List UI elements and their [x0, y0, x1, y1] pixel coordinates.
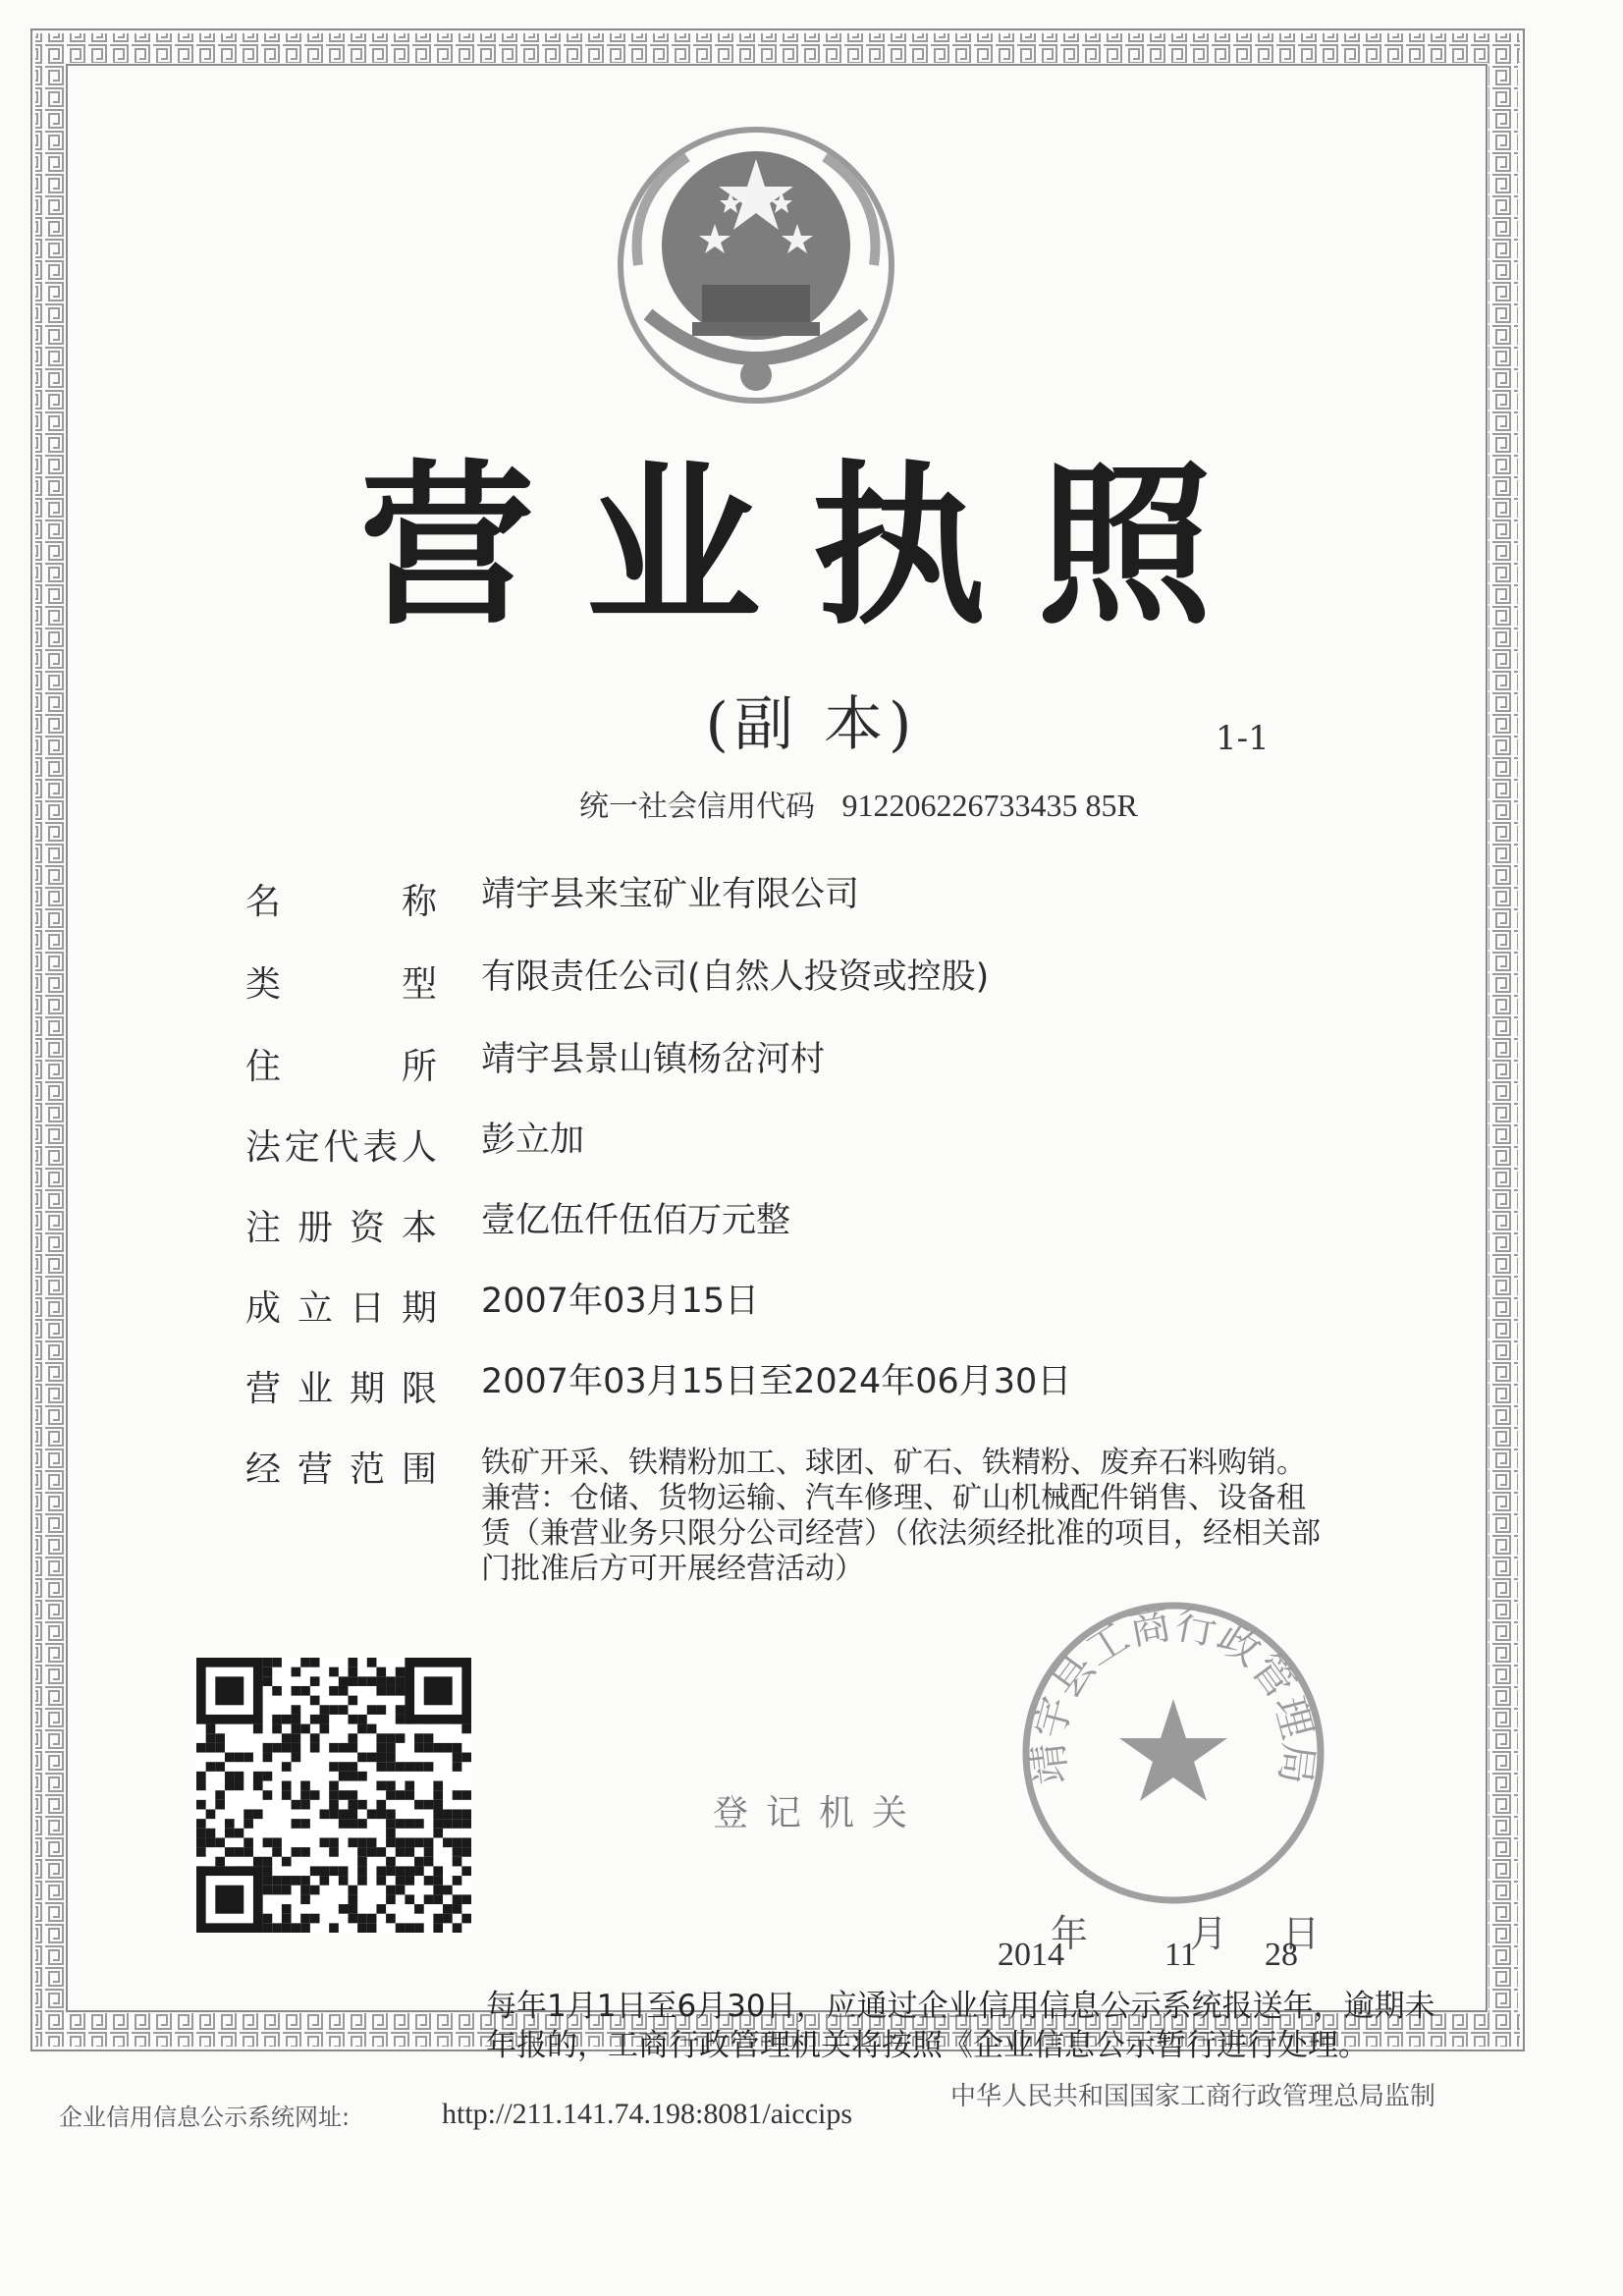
day-label: 日 [1282, 1912, 1321, 1955]
issue-day: 28 [1265, 1937, 1298, 1973]
field-label: 法 定 代 表 人 [245, 1127, 437, 1168]
field-label: 类 型 [245, 964, 437, 1005]
field-value: 彭立加 [481, 1121, 585, 1160]
field-label: 经 营 范 围 [245, 1449, 437, 1490]
issue-month: 11 [1164, 1937, 1197, 1973]
footer-system-url: http://211.141.74.198:8081/aiccips [442, 2098, 853, 2130]
footer-system-label: 企业信用信息公示系统网址: [59, 2104, 351, 2131]
field-value: 2007年03月15日 [481, 1282, 760, 1321]
credit-code-label: 统一社会信用代码 [579, 790, 815, 824]
seal-text: 靖宇县工商行政管理局 [1023, 1599, 1324, 1787]
field-label: 注 册 资 本 [245, 1208, 437, 1248]
issue-year: 2014 [998, 1937, 1064, 1973]
year-label: 年 [1051, 1912, 1089, 1955]
field-value: 靖宇县来宝矿业有限公司 [481, 875, 860, 914]
field-label: 名 称 [245, 882, 437, 922]
month-label: 月 [1190, 1912, 1228, 1955]
field-label: 成 立 日 期 [245, 1288, 437, 1329]
field-value: 2007年03月15日至2024年06月30日 [481, 1362, 1072, 1401]
official-seal-stamp [1011, 1591, 1335, 1915]
qr-code-icon [196, 1658, 471, 1933]
field-value: 有限责任公司(自然人投资或控股) [481, 957, 990, 997]
field-value: 靖宇县景山镇杨岔河村 [481, 1040, 826, 1079]
national-emblem-icon [609, 118, 903, 412]
field-value: 壹亿伍仟伍佰万元整 [481, 1201, 791, 1240]
field-label: 住 所 [245, 1047, 437, 1087]
copy-number: 1-1 [1216, 719, 1270, 758]
field-label: 营 业 期 限 [245, 1369, 437, 1409]
registration-authority-label: 登记机关 [713, 1793, 926, 1833]
credit-code-line [579, 782, 1138, 825]
annual-report-notice: 每年1月1日至6月30日，应通过企业信用信息公示系统报送年，逾期未年报的，工商行政管理机关将按照《企业信息公示暂行进行处理。 [486, 1989, 1435, 2063]
footer-supervisor: 中华人民共和国国家工商行政管理总局监制 [950, 2082, 1436, 2111]
credit-code-value: 912206226733435 85R [841, 788, 1138, 823]
field-value: 铁矿开采、铁精粉加工、球团、矿石、铁精粉、废弃石料购销。 兼营：仓储、货物运输、汽车修理、矿山机械配件销售、设备租赁（兼营业务只限分公司经营）（依法须经批准的项目，经相关部门批准后方可开展经营活动） [481, 1446, 1321, 1586]
document-subtitle: (副 本) [705, 690, 918, 759]
document-title: 营业执照 [359, 445, 1264, 648]
